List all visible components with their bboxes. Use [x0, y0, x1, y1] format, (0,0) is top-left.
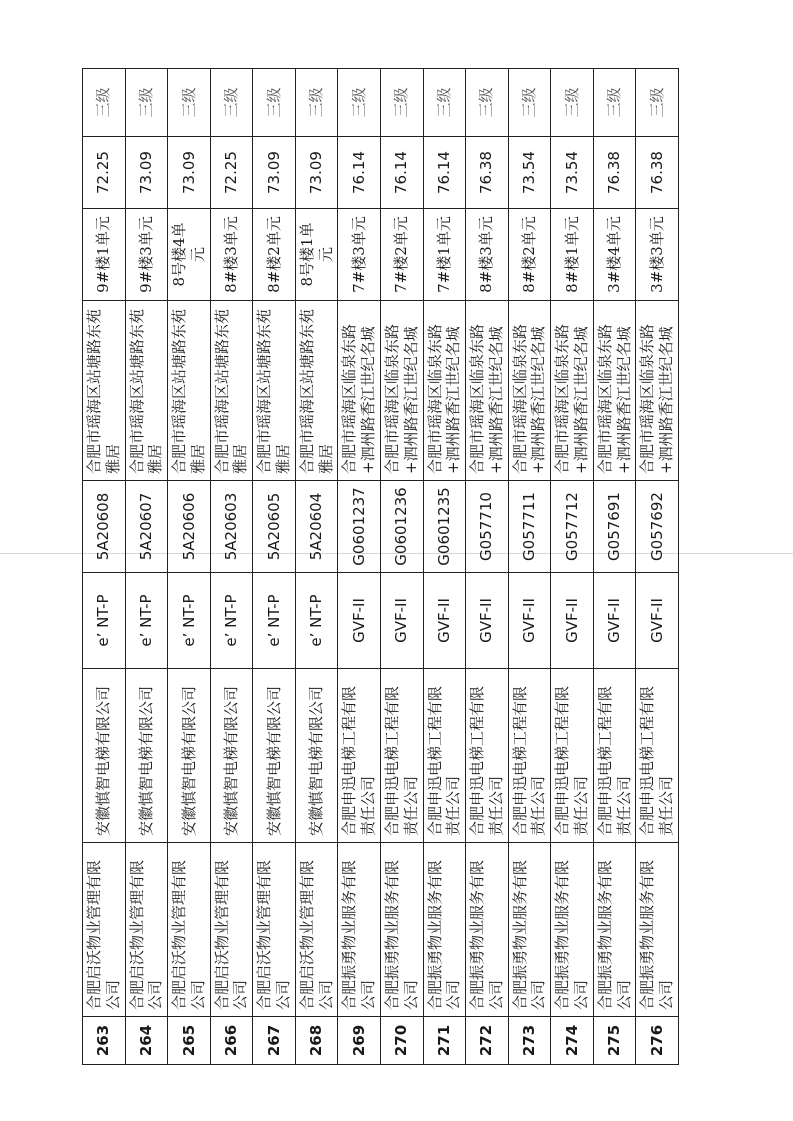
elevator-model-cell: GVF-II: [466, 573, 509, 669]
building-unit-cell: 8号楼4单元: [168, 209, 211, 301]
row-number-cell: 267: [253, 1017, 296, 1065]
row-number-cell: 275: [593, 1017, 636, 1065]
grade-cell: 三级: [338, 69, 381, 137]
installation-address-cell: 合肥市瑶海区站塘路东苑雅居: [295, 301, 338, 481]
building-unit-cell: 8#楼3单元: [210, 209, 253, 301]
table-row: [636, 69, 679, 1065]
building-unit-cell: 8#楼2单元: [508, 209, 551, 301]
grade-cell: 三级: [253, 69, 296, 137]
maintenance-company-cell: 合肥申迅电梯工程有限责任公司: [508, 669, 551, 843]
grade-cell: 三级: [636, 69, 679, 137]
management-company-cell: 合肥振勇物业服务有限公司: [466, 843, 509, 1017]
serial-number-cell: 5A20608: [83, 481, 126, 573]
elevator-model-cell: e’ NT-P: [253, 573, 296, 669]
maintenance-company-cell: 安徽慎智电梯有限公司: [83, 669, 126, 843]
grade-cell: 三级: [593, 69, 636, 137]
serial-number-cell: G057712: [551, 481, 594, 573]
management-company-cell: 合肥振勇物业服务有限公司: [338, 843, 381, 1017]
building-unit-cell: 7#楼1单元: [423, 209, 466, 301]
row-number-cell: 264: [125, 1017, 168, 1065]
building-unit-cell: 9#楼1单元: [83, 209, 126, 301]
row-number-cell: 271: [423, 1017, 466, 1065]
serial-number-cell: G057691: [593, 481, 636, 573]
table-row: [551, 69, 594, 1065]
maintenance-company-cell: 安徽慎智电梯有限公司: [168, 669, 211, 843]
maintenance-company-cell: 合肥申迅电梯工程有限责任公司: [380, 669, 423, 843]
grade-cell: 三级: [551, 69, 594, 137]
table-row: [210, 69, 253, 1065]
table-row: [380, 69, 423, 1065]
row-number-cell: 273: [508, 1017, 551, 1065]
row-number-cell: 265: [168, 1017, 211, 1065]
score-cell: 76.14: [338, 137, 381, 209]
serial-number-cell: G057711: [508, 481, 551, 573]
management-company-cell: 合肥振勇物业服务有限公司: [551, 843, 594, 1017]
serial-number-cell: G0601237: [338, 481, 381, 573]
management-company-cell: 合肥振勇物业服务有限公司: [508, 843, 551, 1017]
score-cell: 72.25: [83, 137, 126, 209]
score-cell: 76.38: [466, 137, 509, 209]
elevator-model-cell: GVF-II: [551, 573, 594, 669]
row-number-cell: 263: [83, 1017, 126, 1065]
serial-number-cell: G057710: [466, 481, 509, 573]
installation-address-cell: 合肥市瑶海区临泉东路+泗州路香江世纪名城: [423, 301, 466, 481]
elevator-model-cell: e’ NT-P: [125, 573, 168, 669]
elevator-model-cell: e’ NT-P: [210, 573, 253, 669]
serial-number-cell: 5A20607: [125, 481, 168, 573]
maintenance-company-cell: 安徽慎智电梯有限公司: [125, 669, 168, 843]
grade-cell: 三级: [295, 69, 338, 137]
table-row: [423, 69, 466, 1065]
grade-cell: 三级: [210, 69, 253, 137]
table-row: [253, 69, 296, 1065]
elevator-model-cell: e’ NT-P: [168, 573, 211, 669]
installation-address-cell: 合肥市瑶海区临泉东路+泗州路香江世纪名城: [466, 301, 509, 481]
table-row: [338, 69, 381, 1065]
score-cell: 73.09: [168, 137, 211, 209]
management-company-cell: 合肥振勇物业服务有限公司: [593, 843, 636, 1017]
management-company-cell: 合肥启沃物业管理有限公司: [295, 843, 338, 1017]
elevator-model-cell: e’ NT-P: [83, 573, 126, 669]
building-unit-cell: 3#楼3单元: [636, 209, 679, 301]
installation-address-cell: 合肥市瑶海区站塘路东苑雅居: [168, 301, 211, 481]
elevator-model-cell: GVF-II: [380, 573, 423, 669]
score-cell: 76.14: [380, 137, 423, 209]
score-cell: 76.38: [636, 137, 679, 209]
management-company-cell: 合肥振勇物业服务有限公司: [636, 843, 679, 1017]
row-number-cell: 266: [210, 1017, 253, 1065]
installation-address-cell: 合肥市瑶海区临泉东路+泗州路香江世纪名城: [636, 301, 679, 481]
serial-number-cell: G0601236: [380, 481, 423, 573]
row-number-cell: 272: [466, 1017, 509, 1065]
building-unit-cell: 8#楼2单元: [253, 209, 296, 301]
building-unit-cell: 8#楼3单元: [466, 209, 509, 301]
installation-address-cell: 合肥市瑶海区临泉东路+泗州路香江世纪名城: [508, 301, 551, 481]
row-number-cell: 268: [295, 1017, 338, 1065]
management-company-cell: 合肥振勇物业服务有限公司: [423, 843, 466, 1017]
maintenance-company-cell: 安徽慎智电梯有限公司: [253, 669, 296, 843]
installation-address-cell: 合肥市瑶海区临泉东路+泗州路香江世纪名城: [593, 301, 636, 481]
score-cell: 76.14: [423, 137, 466, 209]
grade-cell: 三级: [508, 69, 551, 137]
table-row: [508, 69, 551, 1065]
serial-number-cell: 5A20606: [168, 481, 211, 573]
rotated-table-container: [82, 69, 679, 1065]
row-number-cell: 270: [380, 1017, 423, 1065]
grade-cell: 三级: [380, 69, 423, 137]
table-row: [295, 69, 338, 1065]
elevator-model-cell: GVF-II: [508, 573, 551, 669]
maintenance-company-cell: 安徽慎智电梯有限公司: [210, 669, 253, 843]
row-number-cell: 274: [551, 1017, 594, 1065]
building-unit-cell: 7#楼2单元: [380, 209, 423, 301]
installation-address-cell: 合肥市瑶海区临泉东路+泗州路香江世纪名城: [380, 301, 423, 481]
elevator-model-cell: GVF-II: [593, 573, 636, 669]
installation-address-cell: 合肥市瑶海区站塘路东苑雅居: [83, 301, 126, 481]
elevator-model-cell: GVF-II: [636, 573, 679, 669]
grade-cell: 三级: [83, 69, 126, 137]
building-unit-cell: 9#楼3单元: [125, 209, 168, 301]
management-company-cell: 合肥启沃物业管理有限公司: [168, 843, 211, 1017]
serial-number-cell: G057692: [636, 481, 679, 573]
maintenance-company-cell: 合肥申迅电梯工程有限责任公司: [338, 669, 381, 843]
elevator-inspection-table: [82, 68, 679, 1065]
serial-number-cell: G0601235: [423, 481, 466, 573]
table-row: [125, 69, 168, 1065]
score-cell: 73.09: [253, 137, 296, 209]
row-number-cell: 276: [636, 1017, 679, 1065]
grade-cell: 三级: [168, 69, 211, 137]
installation-address-cell: 合肥市瑶海区临泉东路+泗州路香江世纪名城: [551, 301, 594, 481]
table-row: [466, 69, 509, 1065]
score-cell: 76.38: [593, 137, 636, 209]
installation-address-cell: 合肥市瑶海区站塘路东苑雅居: [125, 301, 168, 481]
grade-cell: 三级: [466, 69, 509, 137]
maintenance-company-cell: 合肥申迅电梯工程有限责任公司: [466, 669, 509, 843]
management-company-cell: 合肥启沃物业管理有限公司: [210, 843, 253, 1017]
management-company-cell: 合肥启沃物业管理有限公司: [253, 843, 296, 1017]
building-unit-cell: 7#楼3单元: [338, 209, 381, 301]
installation-address-cell: 合肥市瑶海区临泉东路+泗州路香江世纪名城: [338, 301, 381, 481]
grade-cell: 三级: [423, 69, 466, 137]
maintenance-company-cell: 合肥申迅电梯工程有限责任公司: [423, 669, 466, 843]
table-row: [83, 69, 126, 1065]
elevator-model-cell: GVF-II: [423, 573, 466, 669]
building-unit-cell: 8号楼1单元: [295, 209, 338, 301]
score-cell: 73.54: [508, 137, 551, 209]
building-unit-cell: 3#楼4单元: [593, 209, 636, 301]
management-company-cell: 合肥启沃物业管理有限公司: [125, 843, 168, 1017]
management-company-cell: 合肥振勇物业服务有限公司: [380, 843, 423, 1017]
table-row: [168, 69, 211, 1065]
score-cell: 73.09: [125, 137, 168, 209]
score-cell: 73.09: [295, 137, 338, 209]
installation-address-cell: 合肥市瑶海区站塘路东苑雅居: [253, 301, 296, 481]
score-cell: 73.54: [551, 137, 594, 209]
serial-number-cell: 5A20603: [210, 481, 253, 573]
table-row: [593, 69, 636, 1065]
building-unit-cell: 8#楼1单元: [551, 209, 594, 301]
score-cell: 72.25: [210, 137, 253, 209]
maintenance-company-cell: 合肥申迅电梯工程有限责任公司: [636, 669, 679, 843]
table-body: [83, 69, 679, 1065]
maintenance-company-cell: 安徽慎智电梯有限公司: [295, 669, 338, 843]
row-number-cell: 269: [338, 1017, 381, 1065]
serial-number-cell: 5A20604: [295, 481, 338, 573]
installation-address-cell: 合肥市瑶海区站塘路东苑雅居: [210, 301, 253, 481]
maintenance-company-cell: 合肥申迅电梯工程有限责任公司: [593, 669, 636, 843]
grade-cell: 三级: [125, 69, 168, 137]
elevator-model-cell: GVF-II: [338, 573, 381, 669]
management-company-cell: 合肥启沃物业管理有限公司: [83, 843, 126, 1017]
maintenance-company-cell: 合肥申迅电梯工程有限责任公司: [551, 669, 594, 843]
elevator-model-cell: e’ NT-P: [295, 573, 338, 669]
serial-number-cell: 5A20605: [253, 481, 296, 573]
